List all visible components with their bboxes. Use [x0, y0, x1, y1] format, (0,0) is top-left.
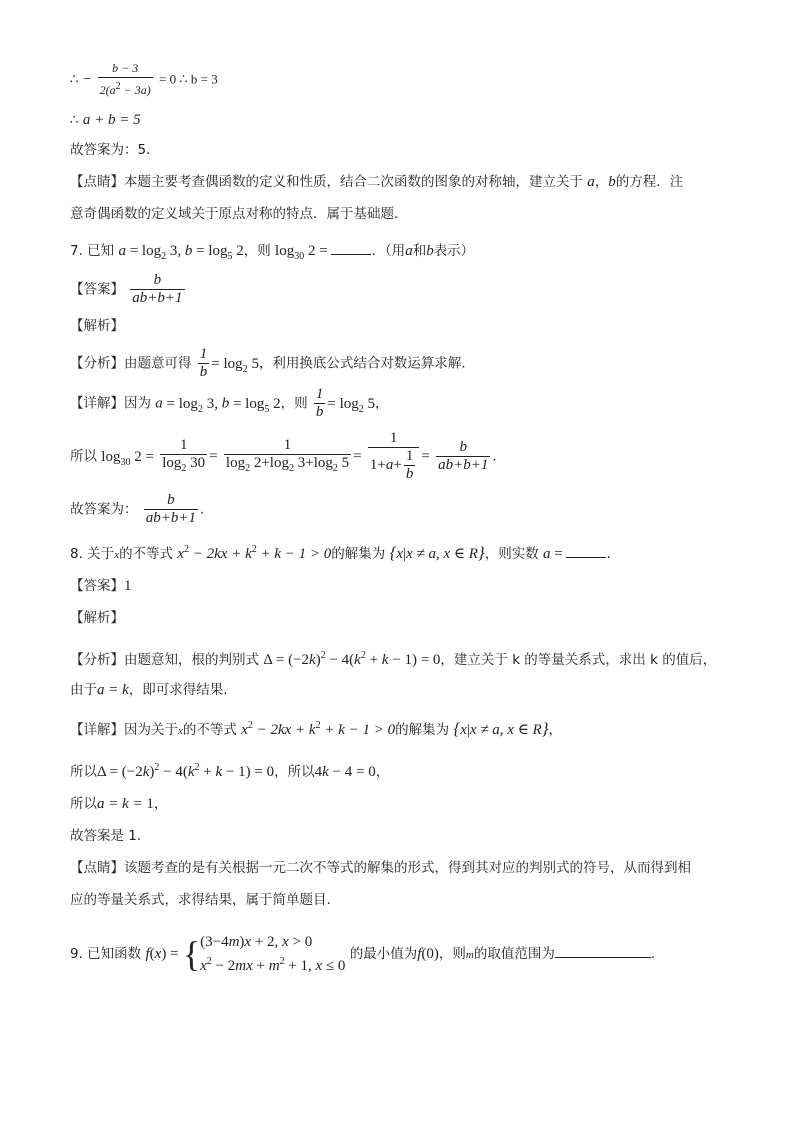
xiangjie-7: 【详解】因为 $a = \log_2 3$, $b = \log_5 2$，则 $\frac{1}{b}$ = $\log_2 5$， — [70, 386, 389, 420]
answer-blank[interactable] — [566, 543, 606, 558]
question-9: 9. 已知函数 f(x) = { (3−4m)x + 2, x > 0 $x^2 - 2mx + m^2 + 1$, x ≤ 0 的最小值为f(0)，则m的取值范围为 . — [70, 934, 656, 974]
therefore-a-plus-b: ∴ a + b = 5 — [70, 112, 141, 128]
answer-8-final: 故答案是 1. — [70, 828, 142, 844]
therefore-b-equals-3: ∴ − $\frac{b - 3}{2(a^2 - 3a)}$ = 0 ∴ b = 3 — [70, 61, 218, 97]
question-8: 8. 关于x的不等式 $x^2 - 2kx + k^2 + k - 1 > 0$的解集为 {x|x ≠ a, x ∈ R}，则实数 a = . — [70, 543, 611, 562]
answer-8: 【答案】1 — [70, 578, 132, 594]
question-7: 7. 已知 $a = \log_2 3$, $b = \log_5 2$，则 $\log_{30} 2$ = ．（用a和b表示） — [70, 240, 474, 267]
answer-blank[interactable] — [555, 943, 651, 958]
fenxi-8: 【分析】由题意知，根的判别式 $\Delta = (-2k)^2 - 4(k^2 + k - 1) = 0$，建立关于 k 的等量关系式，求出 k 的值后， — [70, 650, 717, 668]
fenxi-7: 【分析】由题意可得 $\frac{1}{b}$ = $\log_2 5$，利用换底公式结合对数运算求解. — [70, 346, 466, 380]
comment-6-line1: 【点睛】本题主要考查偶函数的定义和性质，结合二次函数的图象的对称轴，建立关于 a，b的方程．注 — [70, 174, 684, 190]
answer-6: 故答案为：5． — [70, 142, 160, 158]
answer-7-final: 故答案为： $\frac{b}{ab+b+1}$ . — [70, 492, 205, 526]
fenxi-8-line2: 由于a = k，即可求得结果. — [70, 682, 228, 698]
comment-8-line2: 应的等量关系式，求得结果，属于简单题目. — [70, 892, 331, 908]
analysis-7-tag: 【解析】 — [70, 318, 124, 334]
answer-7: 【答案】 $\frac{b}{ab+b+1}$ — [70, 272, 183, 306]
xiangjie-8: 【详解】因为关于x的不等式 $x^2 - 2kx + k^2 + k - 1 > 0$的解集为 {x|x ≠ a, x ∈ R}， — [70, 719, 563, 738]
analysis-8-tag: 【解析】 — [70, 610, 124, 626]
suoyi-8-line2: 所以a = k = 1， — [70, 796, 168, 812]
comment-6-line2: 意奇偶函数的定义域关于原点对称的特点．属于基础题． — [70, 206, 408, 222]
suoyi-7: 所以 $\log_{30} 2$ = $\frac{1}{\log_2 30}$ = $\frac{1}{\log_2 2+\log_2 3+\log_2 5}$ = 1 1+a+ $\frac{1}{b}$ = $\frac{b}{ab+b+1}$ . — [70, 430, 497, 482]
comment-8-line1: 【点睛】该题考查的是有关根据一元二次不等式的解集的形式，得到其对应的判别式的符号，从而得到相 — [70, 860, 691, 876]
answer-blank[interactable] — [331, 240, 371, 255]
suoyi-8-line1: 所以$\Delta = (-2k)^2 - 4(k^2 + k - 1) = 0$，所以4k − 4 = 0， — [70, 762, 390, 780]
